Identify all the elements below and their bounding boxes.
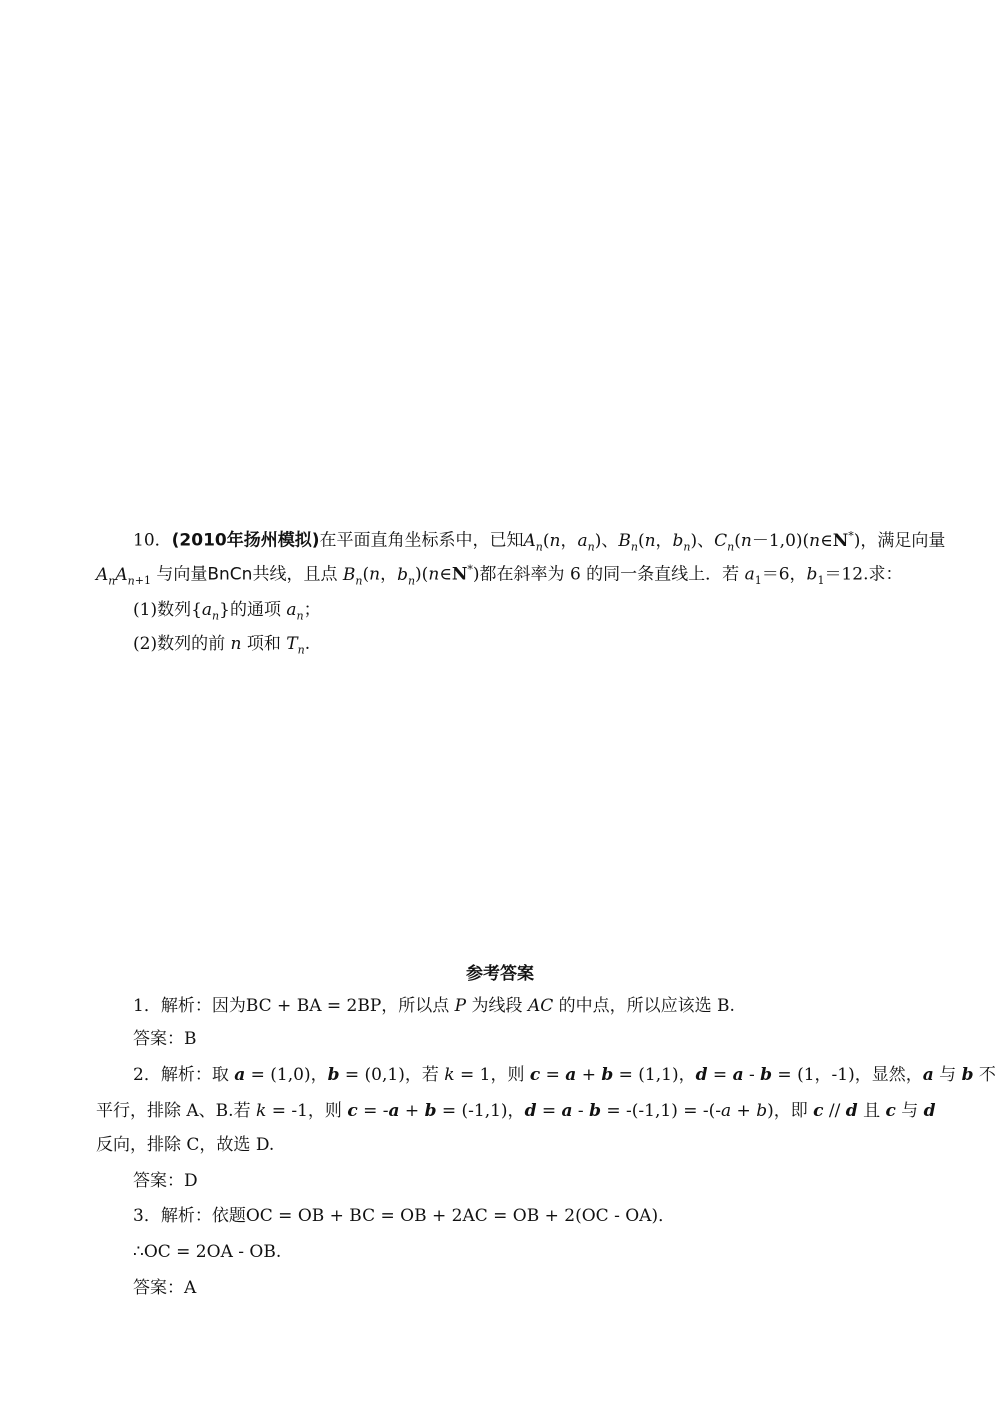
answer2-line2: 平行，排除 A、B.若 k = -1，则 c = -a + b = (-1,1)，d = a - b = -(-1,1) = -(-a + b)，即 c // d 且 c 与 d <box>96 1101 936 1121</box>
answer3-answer: 答案：A <box>133 1278 197 1298</box>
answer1-analysis: 1．解析：因为BC + BA = 2BP，所以点 P 为线段 AC 的中点，所以应该选 B. <box>133 996 735 1016</box>
answer2-line3: 反向，排除 C，故选 D. <box>96 1135 275 1155</box>
q10-number: 10． <box>133 530 172 551</box>
answer2-answer: 答案：D <box>133 1171 198 1191</box>
q10-part1: (1)数列$\{a_n\}$的通项 $a_n$； <box>133 600 321 623</box>
answer3-therefore: ∴OC = 2OA - OB. <box>133 1242 282 1262</box>
q10-line2: $A_nA_{n+1}$ 与向量BnCn共线，且点 $B_n(n$，$b_n)(n\in N^*)$都在斜率为 6 的同一条直线上．若 $a_1=6$，$b_1=12$.求： <box>96 563 903 588</box>
q10-line1 <box>133 524 945 559</box>
answer1-answer: 答案：B <box>133 1029 197 1049</box>
q10-line1-math: $A_n(n$，$a_n$)、$B_n(n$，$b_n$)、$C_n(n-1,0)(n\in N^*)$，满足向量 <box>523 529 946 554</box>
q10-source: (2010年扬州模拟) <box>171 530 320 551</box>
answer2-line1: 2．解析：取 a = (1,0)，b = (0,1)，若 k = 1，则 c = a + b = (1,1)，d = a - b = (1，-1)，显然，a 与 b 不 <box>133 1065 996 1085</box>
q10-line1-text: 在平面直角坐标系中，已知 <box>319 530 524 551</box>
answer3-analysis: 3．解析：依题OC = OB + BC = OB + 2AC = OB + 2(OC - OA)． <box>133 1206 676 1226</box>
q10-part2: (2)数列的前 n 项和 $T_n$. <box>133 634 311 657</box>
answers-title: 参考答案 <box>466 964 534 984</box>
